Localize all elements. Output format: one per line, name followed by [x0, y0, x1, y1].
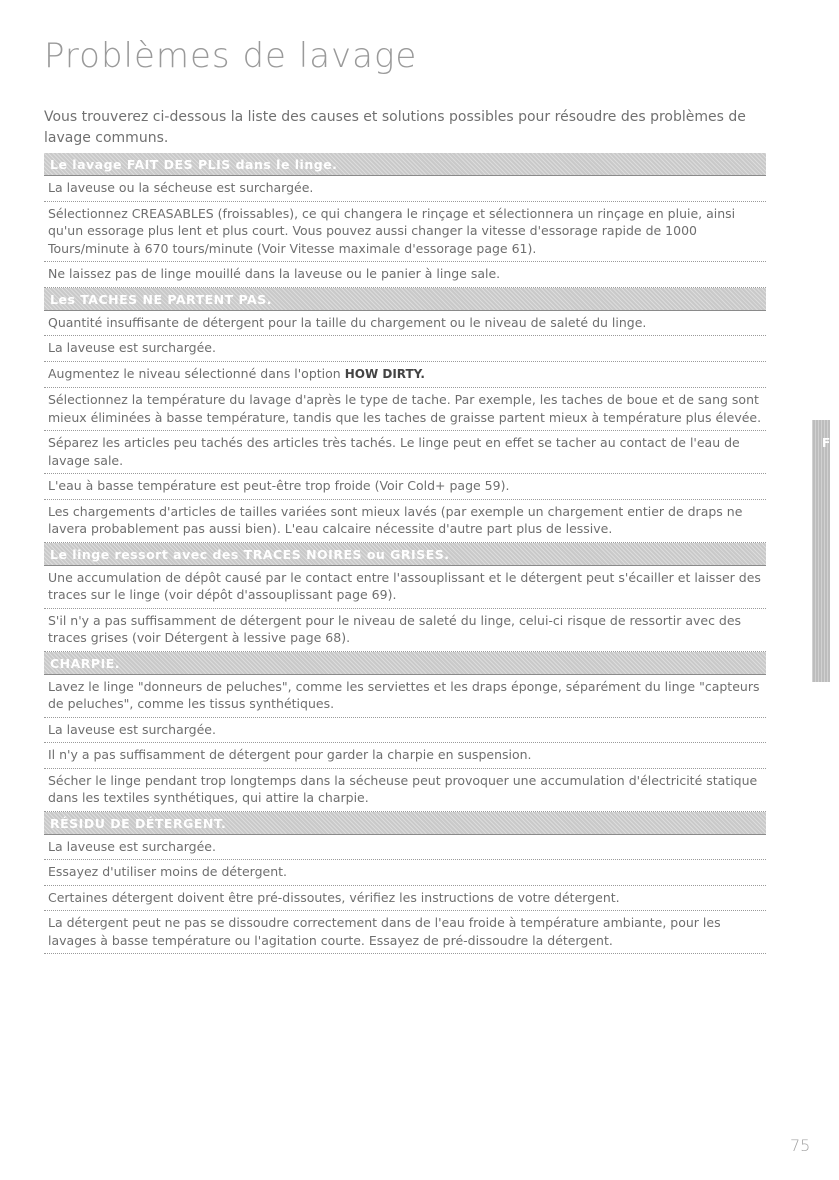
page-title: Problèmes de lavage: [44, 36, 418, 76]
list-item: La laveuse est surchargée.: [44, 835, 766, 861]
section-header: Le linge ressort avec des TRACES NOIRES ou GRISES.: [44, 543, 766, 566]
list-item: La laveuse est surchargée.: [44, 718, 766, 744]
list-item: Essayez d'utiliser moins de détergent.: [44, 860, 766, 886]
list-item: Certaines détergent doivent être pré-dissoutes, vérifiez les instructions de votre détergent.: [44, 886, 766, 912]
list-item-text: Augmentez le niveau sélectionné dans l'option: [48, 365, 341, 381]
list-item: L'eau à basse température est peut-être trop froide (Voir Cold+ page 59).: [44, 474, 766, 500]
list-item: Quantité insuffisante de détergent pour la taille du chargement ou le niveau de saleté du linge.: [44, 311, 766, 337]
list-item: La laveuse ou la sécheuse est surchargée.: [44, 176, 766, 202]
list-item: S'il n'y a pas suffisamment de détergent pour le niveau de saleté du linge, celui-ci risque de ressortir avec des traces grises (voir Détergent à lessive page 68).: [44, 609, 766, 652]
section-header: RÉSIDU DE DÉTERGENT.: [44, 812, 766, 835]
intro-text: Vous trouverez ci-dessous la liste des causes et solutions possibles pour résoudre des problèmes de lavage communs.: [44, 109, 746, 146]
section-header: Le lavage FAIT DES PLIS dans le linge.: [44, 153, 766, 176]
list-item: Lavez le linge "donneurs de peluches", comme les serviettes et les draps éponge, séparément du linge "capteurs de peluches", comme les tissus synthétiques.: [44, 675, 766, 718]
list-item: La détergent peut ne pas se dissoudre correctement dans de l'eau froide à température ambiante, pour les lavages à basse température ou l'agitation courte. Essayez de pré-dissoudre la détergent.: [44, 911, 766, 954]
list-item: Séparez les articles peu tachés des articles très tachés. Le linge peut en effet se tacher au contact de l'eau de lavage sale.: [44, 431, 766, 474]
section-header: CHARPIE.: [44, 652, 766, 675]
list-item: Il n'y a pas suffisamment de détergent pour garder la charpie en suspension.: [44, 743, 766, 769]
side-tab: [812, 420, 830, 682]
list-item: Ne laissez pas de linge mouillé dans la laveuse ou le panier à linge sale.: [44, 262, 766, 288]
option-name: HOW DIRTY.: [344, 366, 425, 381]
list-item: La laveuse est surchargée.: [44, 336, 766, 362]
list-item: Sélectionnez CREASABLES (froissables), ce qui changera le rinçage et sélectionnera un rinçage en pluie, ainsi qu'un essorage plus lent et plus court. Vous pouvez aussi changer la vitesse d'essorage rapide de 1000 Tours/minute à 670 tours/minute (Voir Vitesse maximale d'essorage page 61).: [44, 202, 766, 263]
list-item: Les chargements d'articles de tailles variées sont mieux lavés (par exemple un chargement entier de draps ne lavera probablement pas aussi bien). L'eau calcaire nécessite d'autre part plus de lessive.: [44, 500, 766, 543]
list-item: Sécher le linge pendant trop longtemps dans la sécheuse peut provoquer une accumulation d'électricité statique dans les textiles synthétiques, qui attire la charpie.: [44, 769, 766, 812]
list-item: [44, 362, 766, 389]
section-header: Les TACHES NE PARTENT PAS.: [44, 288, 766, 311]
list-item: Sélectionnez la température du lavage d'après le type de tache. Par exemple, les taches de boue et de sang sont mieux éliminées à basse température, tandis que les taches de graisse partent mieux à température plus élevée.: [44, 388, 766, 431]
page-number: 75: [790, 1136, 811, 1155]
list-item: Une accumulation de dépôt causé par le contact entre l'assouplissant et le détergent peut s'écailler et laisser des traces sur le linge (voir dépôt d'assouplissant page 69).: [44, 566, 766, 609]
side-tab-label: FR: [822, 436, 839, 450]
troubleshooting-table: [44, 153, 766, 954]
